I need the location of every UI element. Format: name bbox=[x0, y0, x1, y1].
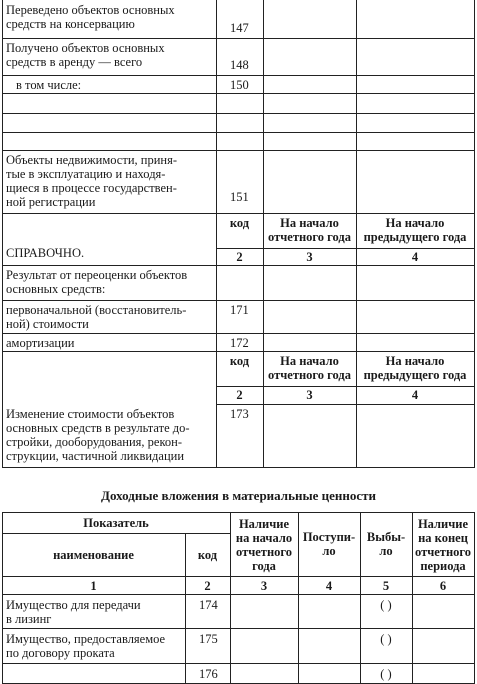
row-divider bbox=[2, 333, 475, 334]
row-label-174: Имущество для передачи в лизинг bbox=[6, 598, 141, 626]
row-divider bbox=[2, 132, 475, 133]
col-number: 1 bbox=[90, 579, 97, 593]
row-divider bbox=[2, 300, 475, 301]
row-divider bbox=[2, 93, 475, 94]
row-divider bbox=[2, 75, 475, 76]
row-code-150: 150 bbox=[230, 78, 249, 92]
row-divider bbox=[2, 150, 475, 151]
section-title: Доходные вложения в материальные ценности bbox=[101, 488, 376, 503]
income-right-border bbox=[474, 512, 475, 684]
row-code-151: 151 bbox=[230, 190, 249, 204]
row-code-176: 176 bbox=[199, 667, 218, 681]
header-prev-year: На начало предыдущего года bbox=[363, 216, 467, 244]
reference-title: СПРАВОЧНО. bbox=[6, 246, 85, 260]
row-code-148: 148 bbox=[230, 58, 249, 72]
row-code-171: 171 bbox=[230, 303, 249, 317]
row-divider bbox=[2, 265, 475, 266]
income-top-border bbox=[2, 512, 475, 513]
header-numbers-divider bbox=[216, 248, 475, 249]
row-label-175: Имущество, предоставляемое по договору проката bbox=[6, 632, 166, 660]
row-code-174: 174 bbox=[199, 598, 218, 612]
row-divider bbox=[2, 113, 475, 114]
table-bottom-border bbox=[2, 467, 475, 468]
row-divider bbox=[216, 404, 475, 405]
col-number: 6 bbox=[439, 579, 447, 593]
header-code: код bbox=[229, 354, 250, 368]
col-number: 3 bbox=[306, 388, 313, 402]
top-table-left-border bbox=[2, 0, 3, 468]
row-label-173: Изменение стоимости объектов основных средств в результате до- стройки, дооборудования, рекон- струкции, частичной ликвидации bbox=[6, 407, 190, 463]
row-divider bbox=[2, 38, 475, 39]
col-number: 5 bbox=[382, 579, 390, 593]
income-left-border bbox=[2, 512, 3, 684]
col-number: 3 bbox=[306, 250, 313, 264]
row-label-171: первоначальной (восстановитель- ной) стоимости bbox=[6, 303, 187, 331]
row-divider bbox=[2, 628, 475, 629]
row-disposed-176: ( ) bbox=[380, 667, 392, 681]
header-code: код bbox=[229, 216, 250, 230]
header-name: наименование bbox=[53, 548, 134, 562]
header-end-balance: Наличие на конец отчетного периода bbox=[414, 517, 472, 573]
top-table-right-border bbox=[474, 0, 475, 468]
col-number: 4 bbox=[325, 579, 333, 593]
row-label-revaluation: Результат от переоценки объектов основных средств: bbox=[6, 268, 188, 296]
header-start-balance: Наличие на начало отчетного года bbox=[235, 517, 293, 573]
indicator-divider bbox=[2, 533, 231, 534]
row-disposed-175: ( ) bbox=[380, 632, 392, 646]
row-disposed-174: ( ) bbox=[380, 598, 392, 612]
col-number: 4 bbox=[411, 250, 419, 264]
row-code-173: 173 bbox=[230, 407, 249, 421]
header-received: Поступи- ло bbox=[302, 530, 356, 558]
col-number: 2 bbox=[236, 250, 243, 264]
row-divider bbox=[2, 213, 475, 214]
row-divider bbox=[2, 663, 475, 664]
row-code-172: 172 bbox=[230, 336, 249, 350]
header-code: код bbox=[197, 548, 218, 562]
header-numbers-divider bbox=[216, 386, 475, 387]
row-label-147: Переведено объектов основных средств на консервацию bbox=[6, 3, 175, 31]
row-code-147: 147 bbox=[230, 21, 249, 35]
row-divider bbox=[2, 594, 475, 595]
header-prev-year: На начало предыдущего года bbox=[363, 354, 467, 382]
row-label-150: в том числе: bbox=[16, 78, 82, 92]
col-number: 2 bbox=[204, 579, 211, 593]
row-label-151: Объекты недвижимости, приня- тые в эксплуатацию и находя- щиеся в процессе государствен- ной регистрации bbox=[6, 153, 177, 209]
header-start-year: На начало отчетного года bbox=[268, 216, 351, 244]
header-start-year: На начало отчетного года bbox=[268, 354, 351, 382]
col-number: 2 bbox=[236, 388, 243, 402]
header-indicator: Показатель bbox=[83, 516, 149, 530]
row-label-172: амортизации bbox=[6, 336, 75, 350]
header-numbers-divider bbox=[2, 576, 475, 577]
col-number: 3 bbox=[260, 579, 268, 593]
col-number: 4 bbox=[411, 388, 419, 402]
row-code-175: 175 bbox=[199, 632, 218, 646]
row-label-148: Получено объектов основных средств в аренду — всего bbox=[6, 41, 165, 69]
header-disposed: Выбы- ло bbox=[366, 530, 406, 558]
row-divider bbox=[2, 351, 475, 352]
